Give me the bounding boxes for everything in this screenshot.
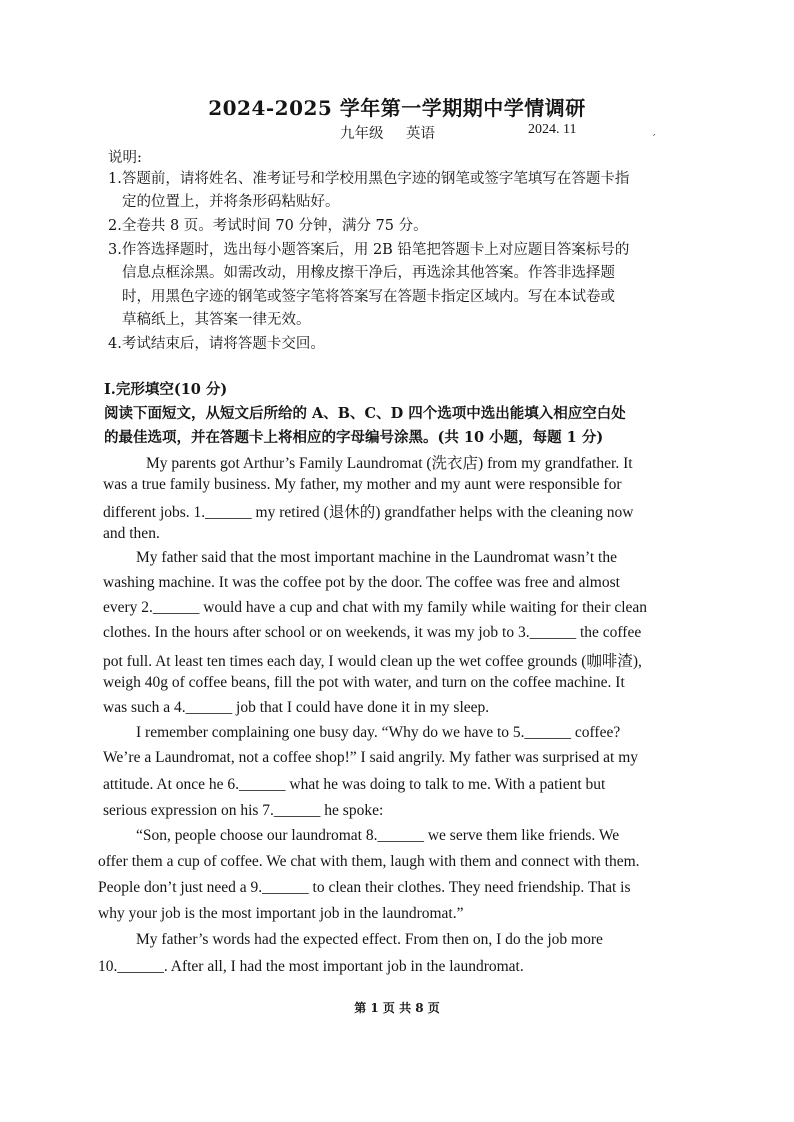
instruction-line: 信息点框涂黑。如需改动，用橡皮擦干净后，再选涂其他答案。作答非选择题 bbox=[122, 265, 615, 281]
section-title: I.完形填空(10 分) bbox=[104, 381, 228, 398]
section-directions: 的最佳选项，并在答题卡上将相应的字母编号涂黑。(共 10 小题，每题 1 分) bbox=[104, 429, 604, 446]
passage-line: People don’t just need a 9.______ to clean their clothes. They need friendship. That is bbox=[98, 879, 631, 896]
instruction-line: 4.考试结束后，请将答题卡交回。 bbox=[108, 336, 325, 352]
instruction-line: 时，用黑色字迹的钢笔或签字笔将答案写在答题卡指定区域内。写在本试卷或 bbox=[122, 289, 615, 305]
page-number: 第 1 页 共 8 页 bbox=[354, 1001, 440, 1015]
passage-line: My parents got Arthur’s Family Laundromat (洗衣店) from my grandfather. It bbox=[146, 455, 633, 472]
exam-date: 2024. 11 bbox=[528, 122, 577, 137]
passage-line: why your job is the most important job in the laundromat.” bbox=[98, 905, 464, 922]
section-directions: 阅读下面短文，从短文后所给的 A、B、C、D 四个选项中选出能填入相应空白处 bbox=[104, 405, 626, 422]
passage-line: washing machine. It was the coffee pot by the door. The coffee was free and almost bbox=[103, 574, 620, 591]
instruction-line: 3.作答选择题时，选出每小题答案后，用 2B 铅笔把答题卡上对应题目答案标号的 bbox=[108, 242, 630, 258]
instruction-line: 1.答题前，请将姓名、准考证号和学校用黑色字迹的钢笔或签字笔填写在答题卡指 bbox=[108, 171, 630, 187]
passage-line: was a true family business. My father, my mother and my aunt were responsible for bbox=[103, 476, 622, 493]
exam-title: 2024-2025 学年第一学期期中学情调研 bbox=[208, 96, 586, 120]
grade-label: 九年级 bbox=[340, 126, 384, 142]
passage-line: clothes. In the hours after school or on weekends, it was my job to 3.______ the coffee bbox=[103, 624, 642, 641]
instruction-line: 草稿纸上，其答案一律无效。 bbox=[122, 312, 311, 328]
instruction-line: 定的位置上，并将条形码粘贴好。 bbox=[122, 194, 340, 210]
instructions-heading: 说明: bbox=[108, 150, 142, 166]
passage-line: offer them a cup of coffee. We chat with them, laugh with them and connect with them. bbox=[98, 853, 640, 870]
subject-label: 英语 bbox=[406, 126, 435, 142]
pen-mark: ′ bbox=[653, 132, 656, 145]
passage-line: attitude. At once he 6.______ what he was doing to talk to me. With a patient but bbox=[103, 776, 606, 793]
passage-line: was such a 4.______ job that I could have done it in my sleep. bbox=[103, 699, 490, 716]
passage-line: “Son, people choose our laundromat 8.______ we serve them like friends. We bbox=[136, 827, 620, 844]
passage-line: different jobs. 1.______ my retired (退休的) grandfather helps with the cleaning now bbox=[103, 504, 634, 521]
passage-line: weigh 40g of coffee beans, fill the pot with water, and turn on the coffee machine. It bbox=[103, 674, 625, 691]
passage-line: My father’s words had the expected effect. From then on, I do the job more bbox=[136, 931, 603, 948]
passage-line: I remember complaining one busy day. “Why do we have to 5.______ coffee? bbox=[136, 724, 621, 741]
passage-line: My father said that the most important machine in the Laundromat wasn’t the bbox=[136, 549, 617, 566]
passage-line: and then. bbox=[103, 525, 160, 542]
instruction-line: 2.全卷共 8 页。考试时间 70 分钟，满分 75 分。 bbox=[108, 218, 428, 234]
passage-line: serious expression on his 7.______ he spoke: bbox=[103, 802, 384, 819]
passage-line: 10.______. After all, I had the most important job in the laundromat. bbox=[98, 958, 524, 975]
passage-line: We’re a Laundromat, not a coffee shop!” I said angrily. My father was surprised at my bbox=[103, 749, 639, 766]
passage-line: pot full. At least ten times each day, I would clean up the wet coffee grounds (咖啡渣), bbox=[103, 653, 642, 670]
passage-line: every 2.______ would have a cup and chat with my family while waiting for their clean bbox=[103, 599, 648, 616]
